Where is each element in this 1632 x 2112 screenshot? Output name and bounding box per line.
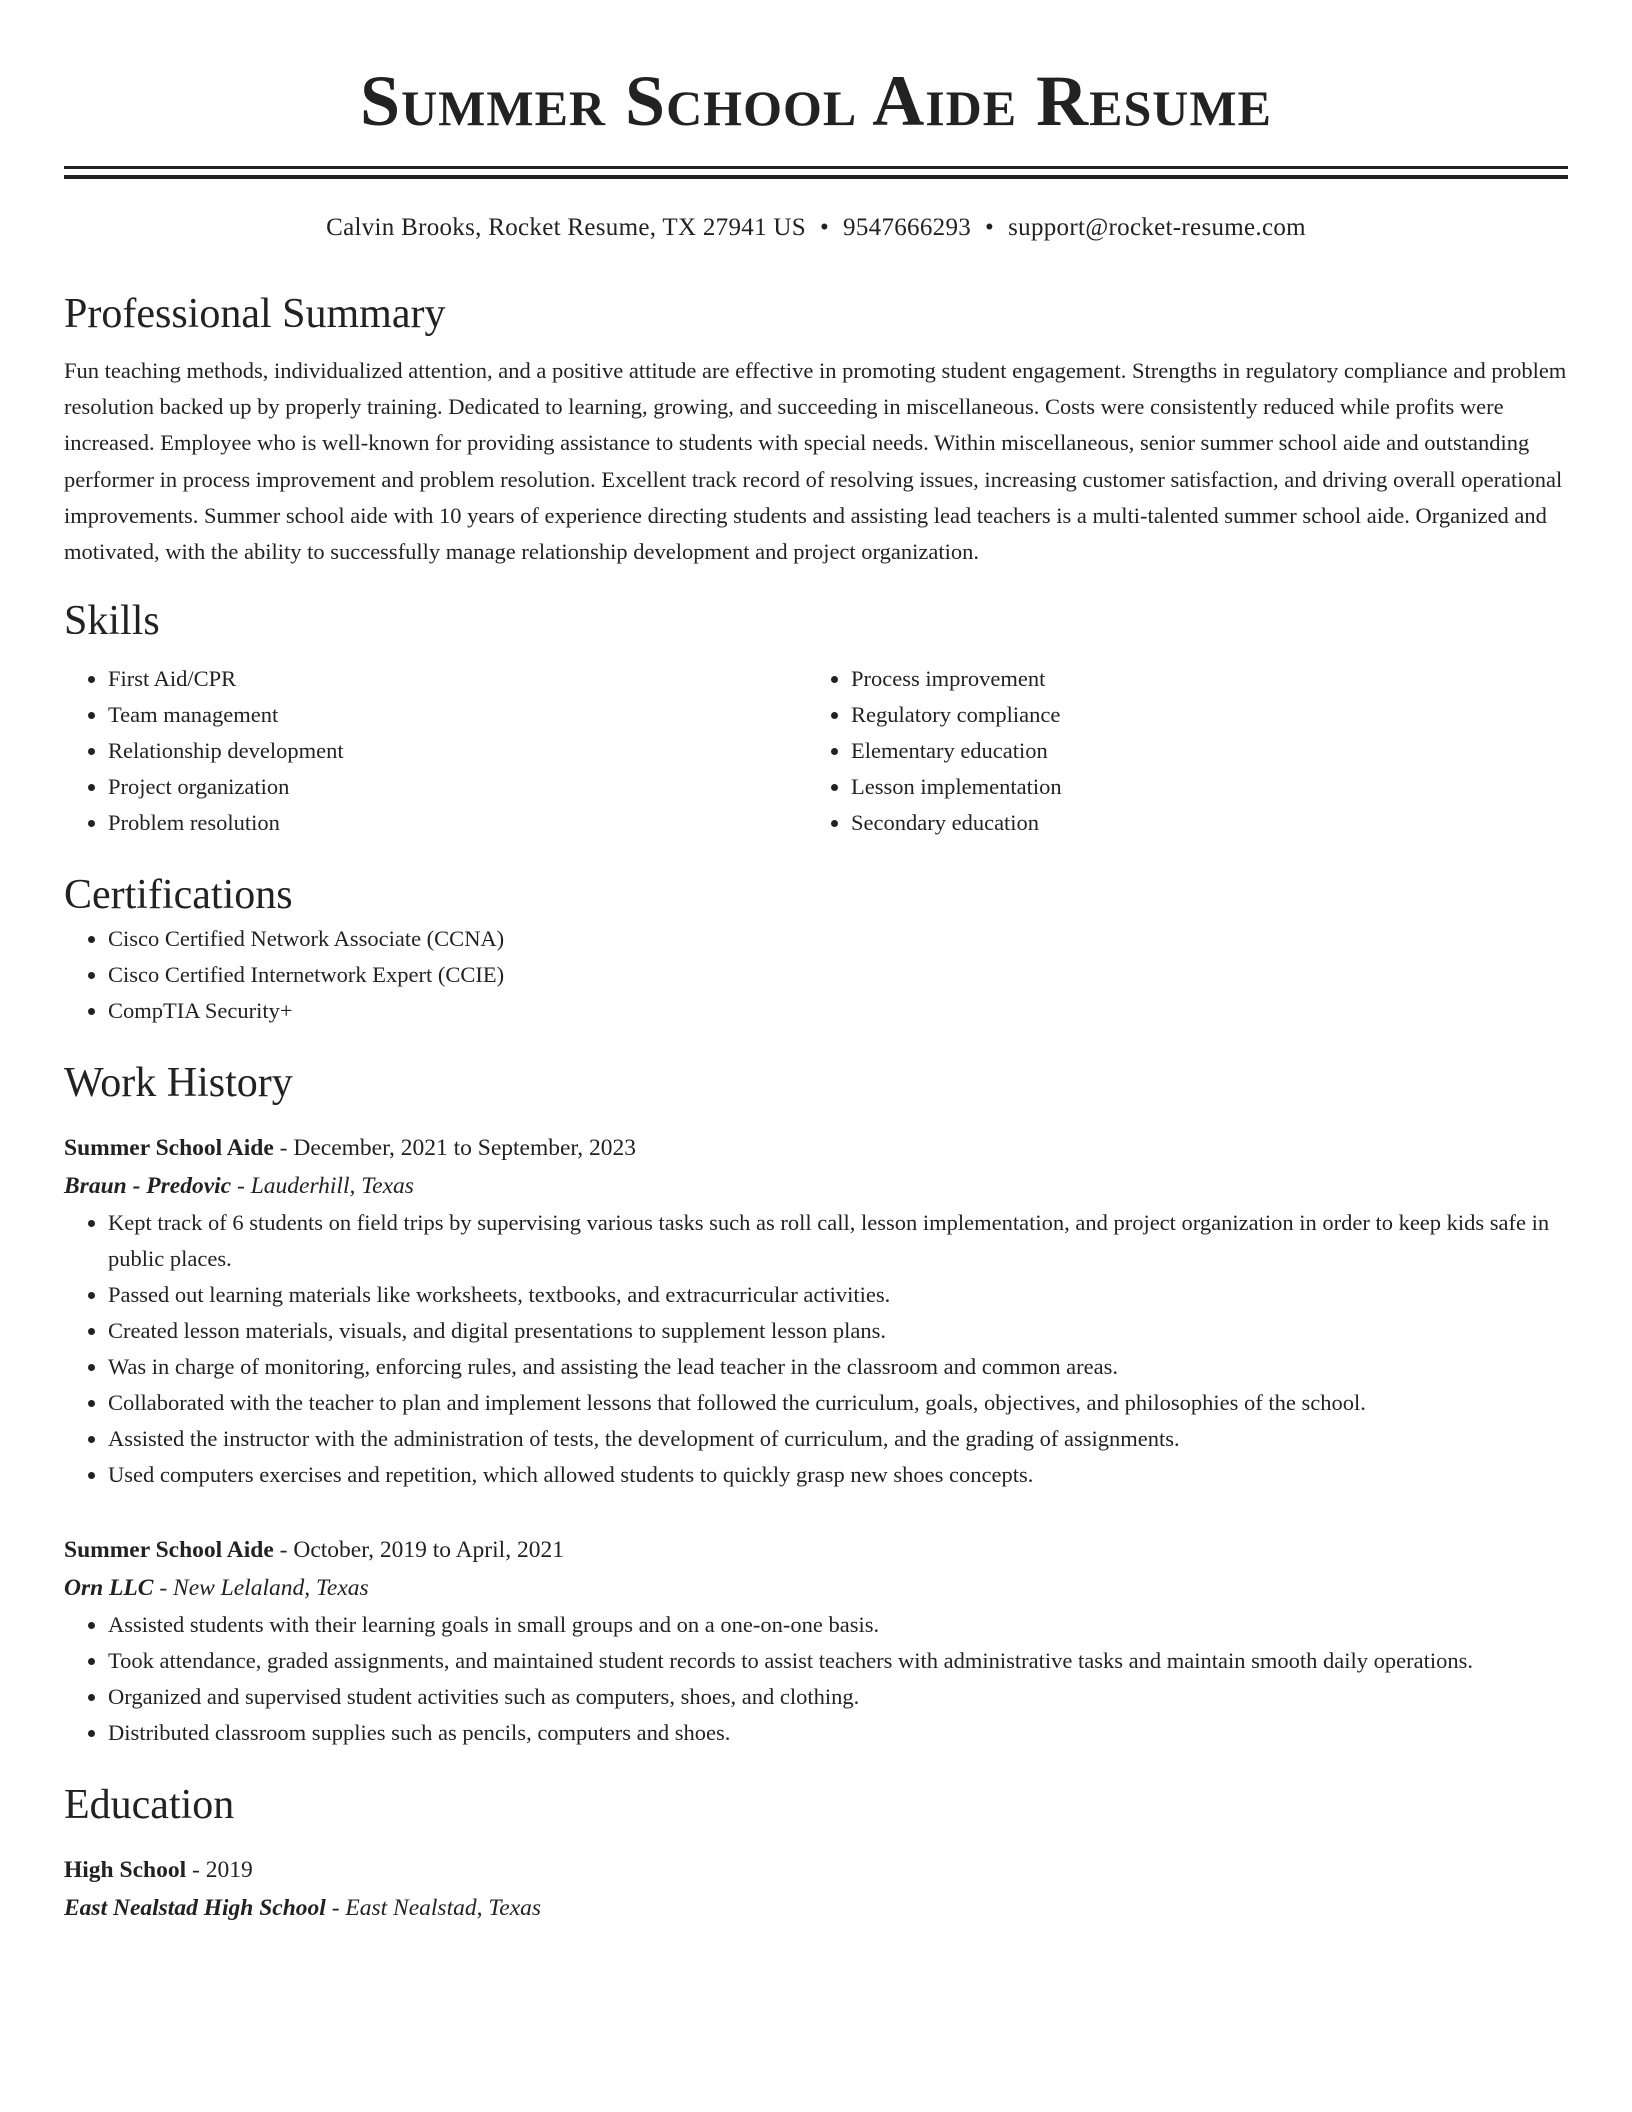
education-degree: High School	[64, 1857, 187, 1884]
contact-separator: •	[985, 214, 995, 241]
job-title-line	[64, 1531, 1568, 1569]
skill-item: • Regulatory compliance	[851, 697, 1550, 733]
job-employer: Orn LLC	[64, 1575, 154, 1602]
job-bullet: • Assisted the instructor with the administration of tests, the development of curriculum, and the grading of assignments.	[108, 1421, 1568, 1457]
job-employer-line	[64, 1569, 1568, 1607]
job-title: Summer School Aide	[64, 1135, 274, 1162]
job-bullet: • Passed out learning materials like worksheets, textbooks, and extracurricular activities.	[108, 1277, 1568, 1313]
skill-item: • First Aid/CPR	[108, 661, 807, 697]
job-bullet: • Collaborated with the teacher to plan and implement lessons that followed the curriculum, goals, objectives, and philosophies of the school.	[108, 1385, 1568, 1421]
certification-item: • Cisco Certified Network Associate (CCNA)	[108, 921, 1568, 957]
job-bullet: • Kept track of 6 students on field trips by supervising various tasks such as roll call, lesson implementation, and project organization in order to keep kids safe in public places.	[108, 1205, 1568, 1277]
skill-item: • Problem resolution	[108, 805, 807, 841]
job-title-line	[64, 1129, 1568, 1167]
title-rule-thick	[64, 175, 1568, 179]
skills-list-right	[807, 661, 1550, 841]
job-bullet: • Assisted students with their learning goals in small groups and on a one-on-one basis.	[108, 1607, 1568, 1643]
job-bullet: • Organized and supervised student activities such as computers, shoes, and clothing.	[108, 1679, 1568, 1715]
job-title: Summer School Aide	[64, 1537, 274, 1564]
dash: -	[273, 1135, 294, 1162]
skill-item: • Project organization	[108, 769, 807, 805]
skill-item: • Relationship development	[108, 733, 807, 769]
work-history-heading: Work History	[64, 1060, 293, 1107]
education-entry	[64, 1851, 1568, 1927]
certifications-heading: Certifications	[64, 872, 293, 919]
job-bullet: • Created lesson materials, visuals, and digital presentations to supplement lesson plans.	[108, 1313, 1568, 1349]
skill-item: • Elementary education	[851, 733, 1550, 769]
certification-item: • Cisco Certified Internetwork Expert (CCIE)	[108, 957, 1568, 993]
skill-item: • Lesson implementation	[851, 769, 1550, 805]
job-entry	[64, 1129, 1568, 1493]
contact-line	[64, 212, 1568, 244]
contact-phone: 9547666293	[843, 214, 972, 241]
skills-column-left	[64, 661, 807, 841]
education-year: 2019	[205, 1857, 253, 1884]
job-entry	[64, 1531, 1568, 1751]
skills-column-right	[807, 661, 1550, 841]
job-bullet-list	[64, 1607, 1568, 1751]
summary-text: Fun teaching methods, individualized attention, and a positive attitude are effective in promoting student engagement. Strengths in regulatory compliance and problem resolution backed up by properly training. Dedicated to learning, growing, and succeeding in miscellaneous. Costs were consistently reduced while profits were increased. Employee who is well-known for providing assistance to students with special needs. Within miscellaneous, senior summer school aide and outstanding performer in process improvement and problem resolution. Excellent track record of resolving issues, increasing customer satisfaction, and driving overall operational improvements. Summer school aide with 10 years of experience directing students and assisting lead teachers is a multi-talented summer school aide. Organized and motivated, with the ability to successfully manage relationship development and project organization.	[64, 358, 1567, 565]
job-bullet: • Used computers exercises and repetition, which allowed students to quickly grasp new shoes concepts.	[108, 1457, 1568, 1493]
certifications-list	[64, 921, 1568, 1029]
dash: -	[186, 1857, 206, 1884]
job-location: Lauderhill, Texas	[250, 1173, 414, 1200]
education-degree-line	[64, 1851, 1568, 1889]
contact-separator: •	[819, 214, 830, 241]
job-bullet: • Took attendance, graded assignments, and maintained student records to assist teachers with administrative tasks and maintain smooth daily operations.	[108, 1643, 1568, 1679]
education-location: East Nealstad, Texas	[345, 1895, 542, 1922]
dash: -	[231, 1173, 251, 1200]
skill-item: • Process improvement	[851, 661, 1550, 697]
education-school-line	[64, 1889, 1568, 1927]
job-bullet: • Distributed classroom supplies such as pencils, computers and shoes.	[108, 1715, 1568, 1751]
dash: -	[153, 1575, 174, 1602]
contact-email: support@rocket-resume.com	[1008, 214, 1306, 241]
resume-title: Summer School Aide Resume	[360, 61, 1272, 141]
job-dates: October, 2019 to April, 2021	[293, 1537, 564, 1564]
dash: -	[325, 1895, 346, 1922]
education-school: East Nealstad High School	[64, 1895, 326, 1922]
summary-heading: Professional Summary	[64, 291, 446, 337]
title-rule-thin	[64, 166, 1568, 169]
certification-item: • CompTIA Security+	[108, 993, 1568, 1029]
job-employer: Braun - Predovic	[64, 1173, 232, 1200]
job-bullet: • Was in charge of monitoring, enforcing rules, and assisting the lead teacher in the classroom and common areas.	[108, 1349, 1568, 1385]
education-heading: Education	[64, 1782, 235, 1829]
skill-item: • Team management	[108, 697, 807, 733]
job-employer-line	[64, 1167, 1568, 1205]
skills-grid	[64, 661, 1568, 841]
job-bullet-list	[64, 1205, 1568, 1493]
dash: -	[273, 1537, 294, 1564]
skills-list-left	[64, 661, 807, 841]
job-location: New Lelaland, Texas	[173, 1575, 369, 1602]
skills-heading: Skills	[64, 598, 160, 645]
contact-address: Calvin Brooks, Rocket Resume, TX 27941 US	[326, 214, 806, 241]
job-dates: December, 2021 to September, 2023	[293, 1135, 637, 1162]
skill-item: • Secondary education	[851, 805, 1550, 841]
